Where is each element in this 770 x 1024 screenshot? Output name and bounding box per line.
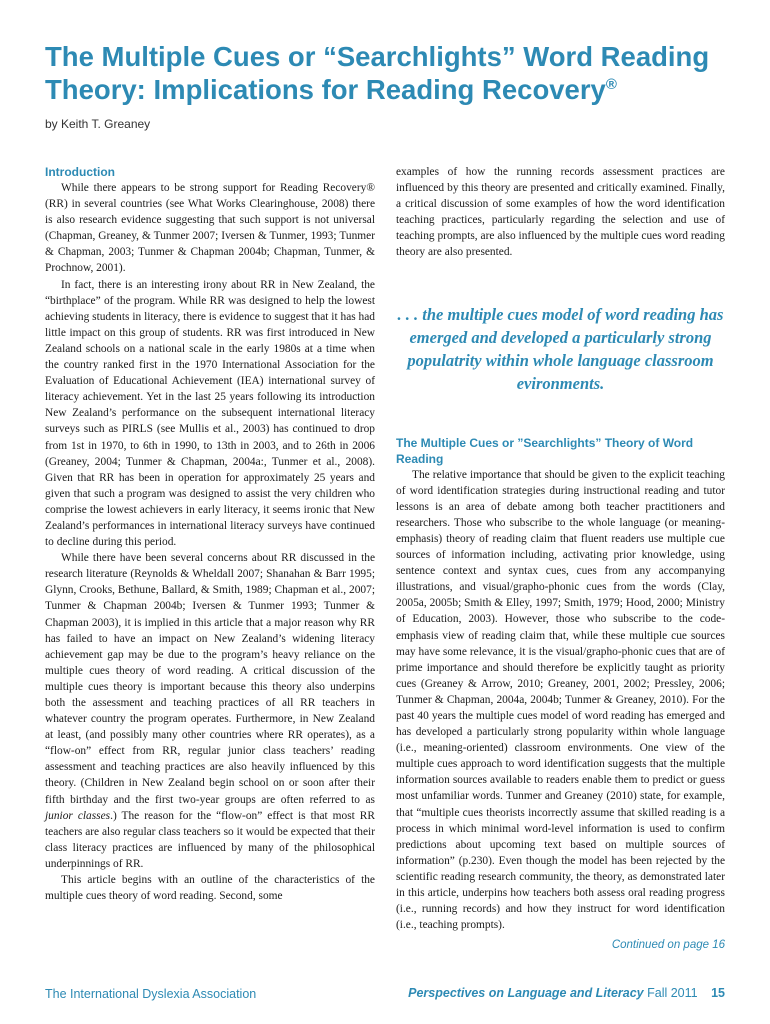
article-title [45,40,735,106]
page-number: 15 [711,986,725,1000]
footer-organization: The International Dyslexia Association [45,987,257,1001]
footer-publication [408,986,725,1000]
registered-mark: ® [605,75,617,93]
body-paragraph: examples of how the running records assessment practices are influenced by this theory are presented and critically examined. Finally, a critical discussion of some examples of how the word identification teaching practices, particularly regarding the selection and use of teaching prompts, are also influenced by the multiple cues word reading theory are also presented. [396,166,725,259]
body-paragraph [45,550,375,872]
emphasis-text: junior classes [45,809,111,822]
article-title-text: The Multiple Cues or “Searchlights” Word Reading Theory: Implications for Reading Recovery [45,41,710,105]
pull-quote: . . . the multiple cues model of word reading has emerged and developed a particularly strong populatrity within whole language classroom evironments. [397,304,724,393]
body-text: While there have been several concerns about RR discussed in the research literature (Reynolds & Wheldall 2007; Shanahan & Barr 1995; Glynn, Crooks, Bethune, Ballard, & Smith, 1989; Chapman et al., 2007; Tunmer & Chapman 2004b; Iversen & Tunmer 1993; Tunmer & Chapman 2003), it is implied in this article that a major reason why RR has failed to have an impact on New Zealand’s widening literacy achievement gap may be due to the program’s heavy reliance on the multiple cues theory of word reading. A critical discussion of the multiple cues theory is important because this theory also underpins both the assessment and teaching practices of all RR teachers in whatever country the program operates. Furthermore, in New Zealand at least, (and possibly many other countries where RR operates), as a “flow-on” effect from RR, regular junior class teachers’ reading assessment and teaching practices are also heavily influenced by this theory. (Children in New Zealand begin school on or soon after their fifth birthday and the first two-year groups are often referred to as [45,552,375,806]
introduction-heading: Introduction [45,165,115,179]
body-paragraph: While there appears to be strong support for Reading Recovery® (RR) in several countries (see What Works Clearinghouse, 2008) there is also research evidence suggesting that such support is not universal (Chapman, Greaney, & Tunmer 2007; Iversen & Tunmer, 1993; Tunmer & Chapman, 2003; Tunmer & Chapman 2004b; Chapman, Tunmer, & Prochnow, 2001). [45,182,375,275]
body-paragraph: In fact, there is an interesting irony about RR in New Zealand, the “birthplace” of the program. While RR was designed to help the lowest achieving students in literacy, there is evidence to suggest that it has had little impact on this group of students. RR was first introduced in New Zealand schools on a national scale in the early 1980s at a time when the country ranked first in the 1970 International Association for the Evaluation of Educational Achievement (IEA) international survey of literacy achievement. Yet in the last 25 years following its introduction New Zealand’s performance on the subsequent international literacy surveys such as PIRLS (see Mullis et al., 2003) has continued to drop from 1st in 1970, to 6th in 1990, to 13th in 2003, and to 26th in 2006 (Greaney, 2004; Tunmer & Chapman, 2004a:, Tunmer et al., 2008). Given that RR has been in operation for approximately 25 years and given that such a program was designed to assist the very children who comprise the lowest achievers in early literacy, it seems ironic that New Zealand’s performances in international literacy surveys have continued to decline during this period. [45,278,375,549]
body-paragraph: This article begins with an outline of the characteristics of the multiple cues theory of word reading. Second, some [45,874,375,903]
section-heading: The Multiple Cues or ”Searchlights” Theory of Word Reading [396,435,694,466]
publication-name: Perspectives on Language and Literacy [408,986,644,1000]
left-column [45,164,375,904]
issue-date: Fall 2011 [647,986,698,1000]
body-paragraph: The relative importance that should be given to the explicit teaching of word identification strategies during instructional reading and tutor lessons is an area of debate among both teacher practitioners and researchers. Those who subscribe to the whole language (or meaning-emphasis) theory of reading claim that fluent readers use multiple cue sources of information including, activating prior knowledge, using sentence context and syntax cues, cues from any accompanying illustrations, and visual/grapho-phonic cues from the words (Clay, 2005a, 2005b; Smith & Elley, 1997; Smith, 1979; Hood, 2000; Ministry of Education, 2003). However, those who subscribe to the code-emphasis view of reading claim that, while these multiple cue sources may have some relevance, it is the visual/grapho-phonic cues that are of prime importance and should therefore be explicitly taught as priority cues (Greaney & Arrow, 2010; Greaney, 2001, 2002; Pressley, 2006; Tunmer & Chapman, 2004a, 2004b; Tunmer & Greaney, 2010). For the past 40 years the multiple cues model of word reading has emerged and has developed a particularly strong popularity within whole language (i.e., meaning-oriented) classroom environments. One view of the multiple cues approach to word identification suggests that the multiple information sources available to readers enable them to predict or guess most unfamiliar words. Tunmer and Greaney (2010) state, for example, that “multiple cues theorists incorrectly assume that skilled reading is a process in which minimal word-level information is used to confirm predictions about upcoming text based on multiple sources of information” (p.230). Even though the model has been rejected by the scientific reading research community, the theory, as demonstrated later in this article, underpins how teachers both assess oral reading progress (i.e., running records) and how they instruct for word identification (i.e., teaching prompts). [396,468,725,932]
byline: by Keith T. Greaney [45,117,151,131]
continued-note: Continued on page 16 [611,939,725,952]
right-column [396,164,725,953]
body-text: .) The reason for the “flow-on” effect is that most RR teachers are also regular class teachers so it would be expected that their class literacy practices are influenced by many of the philosophical underpinnings of RR. [45,809,375,870]
